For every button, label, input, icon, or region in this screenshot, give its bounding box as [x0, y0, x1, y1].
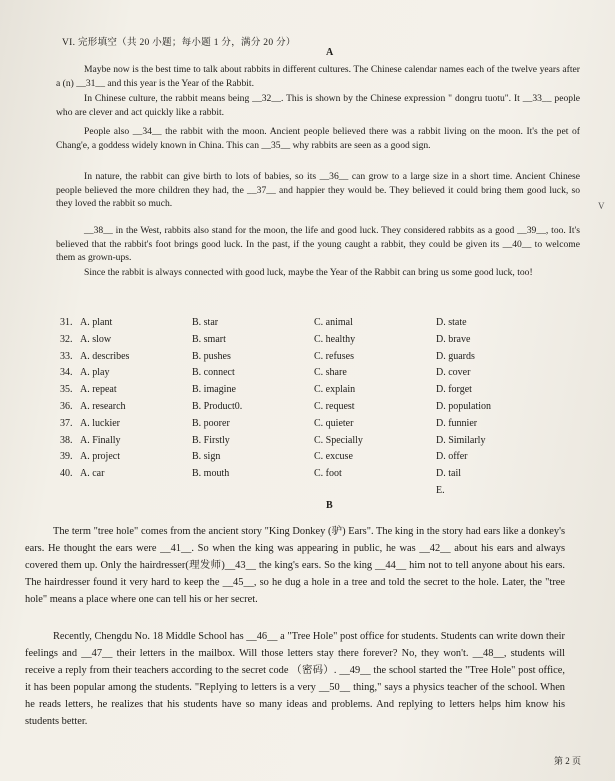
part-b-paragraph-2: Recently, Chengdu No. 18 Middle School has __46__ a "Tree Hole" post office for students. Students can write down their feelings and __47__ their letters in the mailbox. Will those letters stay there forever? No, they won't. __48__, students will receive a reply from their teachers according to the secret code （密码）. __49__ the school started the "Tree Hole" post office, it has been popular among the students. "Replying to letters is a very __50__ thing," says a physics teacher of the school. When he reads letters, he realizes that his students have so many ideas and problems. And replying to letters helps him know his students better.	[25, 631, 565, 727]
option-a: A. plant	[80, 317, 113, 328]
option-a: A. luckier	[80, 417, 120, 429]
option-c: C. Specially	[314, 434, 363, 446]
option-b: B. imagine	[192, 384, 236, 396]
part-a-paragraph-6: Since the rabbit is always connected with good luck, maybe the Year of the Rabbit can bring us some good luck, too!	[84, 267, 533, 278]
option-number: 36.	[60, 400, 73, 412]
option-c: C. request	[314, 400, 355, 412]
option-b: B. poorer	[192, 417, 230, 429]
option-d: D. brave	[436, 333, 471, 345]
option-d: D. state	[436, 317, 467, 328]
option-row-36	[60, 399, 540, 416]
option-b: B. connect	[192, 367, 235, 379]
option-number: 40.	[60, 468, 73, 480]
option-number: 39.	[60, 451, 73, 463]
part-a-paragraph-2: In Chinese culture, the rabbit means being __32__. This is shown by the Chinese expression " dongru tuotu". It __33__ people who are clever and act quickly like a rabbit.	[56, 93, 580, 118]
option-row-38	[60, 433, 540, 450]
option-a: A. project	[80, 451, 120, 463]
option-row-35	[60, 382, 540, 399]
option-row-stray	[60, 483, 540, 500]
option-number: 35.	[60, 384, 73, 396]
option-row-40	[60, 466, 540, 483]
option-b: B. Product0.	[192, 400, 243, 412]
option-c: C. quieter	[314, 417, 354, 429]
option-number: 31.	[60, 317, 73, 328]
option-row-34	[60, 365, 540, 382]
section-heading: VI. 完形填空（共 20 小题；每小题 1 分，满分 20 分）	[62, 38, 296, 48]
part-b-label: B	[326, 500, 333, 511]
option-d: D. tail	[436, 468, 461, 480]
option-d: D. guards	[436, 350, 475, 362]
option-d: D. funnier	[436, 417, 478, 429]
option-a: A. play	[80, 367, 110, 379]
option-c: C. explain	[314, 384, 356, 396]
option-c: C. foot	[314, 468, 342, 480]
option-row-33	[60, 349, 540, 366]
option-b: B. mouth	[192, 468, 230, 480]
page-number: 第 2 页	[553, 756, 581, 766]
option-row-39	[60, 449, 540, 466]
option-d: D. Similarly	[436, 434, 486, 446]
option-row-31	[60, 315, 540, 332]
option-b: B. star	[192, 317, 219, 328]
option-a: A. car	[80, 468, 105, 480]
option-d: D. population	[436, 400, 491, 412]
option-a: A. research	[80, 400, 126, 412]
part-a-paragraph-3: People also __34__ the rabbit with the moon. Ancient people believed there was a rabbit living on the moon. It's the pet of Chang'e, a goddess widely known in China. This can __35__ why rabbits are seen as a good sign.	[56, 126, 580, 151]
option-d: D. forget	[436, 384, 472, 396]
part-a-label: A	[326, 47, 334, 58]
option-c: C. excuse	[314, 451, 353, 463]
option-b: B. sign	[192, 451, 221, 463]
option-number: 32.	[60, 333, 73, 345]
option-a: A. repeat	[80, 384, 117, 396]
option-a: A. Finally	[80, 434, 121, 446]
option-a: A. describes	[80, 350, 130, 362]
option-b: B. smart	[192, 333, 226, 345]
option-row-37	[60, 416, 540, 433]
option-b: B. pushes	[192, 350, 231, 362]
option-c: C. healthy	[314, 333, 356, 345]
part-a-paragraph-5: __38__ in the West, rabbits also stand for the moon, the life and good luck. They considered rabbits as a good __39__, too. It's believed that the rabbit's foot brings good luck. In the past, if the young caught a rabbit, they could be given its __40__ to welcome them as grown-ups.	[56, 225, 580, 264]
part-a-paragraph-4: In nature, the rabbit can give birth to lots of babies, so its __36__ can grow to a large size in a short time. Ancient Chinese people believed the more children they had, the __37__ and happier they would be. They believed it could bring them good luck, so they loved the rabbit so much.	[56, 171, 580, 210]
option-c: C. share	[314, 367, 347, 379]
option-d: D. cover	[436, 367, 471, 379]
option-number: 38.	[60, 434, 73, 446]
option-d: D. offer	[436, 451, 468, 463]
stray-option-e: E.	[436, 484, 445, 496]
option-row-32	[60, 332, 540, 349]
margin-mark: V	[598, 201, 605, 211]
option-number: 34.	[60, 367, 73, 379]
option-a: A. slow	[80, 333, 112, 345]
option-b: B. Firstly	[192, 434, 230, 446]
option-c: C. refuses	[314, 350, 354, 362]
option-c: C. animal	[314, 317, 353, 328]
options-table	[60, 315, 540, 500]
option-number: 37.	[60, 417, 73, 429]
option-number: 33.	[60, 350, 73, 362]
part-b-paragraph-1: The term "tree hole" comes from the ancient story "King Donkey (驴) Ears". The king in the story had ears like a donkey's ears. He thought the ears were __41__. So when the king was appearing in public, he was __42__ about his ears and always covered them up. Only the hairdresser(理发师)__43__ the king's ears. So the king __44__ him not to tell anyone about his ears. The hairdresser found it very hard to keep the __45__, so he dug a hole in a tree and told the secret to the hole. Later, the "tree hole" means a place where one can tell his or her secret.	[25, 526, 565, 605]
part-a-paragraph-1: Maybe now is the best time to talk about rabbits in different cultures. The Chinese calendar names each of the twelve years after a (n) __31__ and this year is the Year of the Rabbit.	[56, 64, 580, 89]
